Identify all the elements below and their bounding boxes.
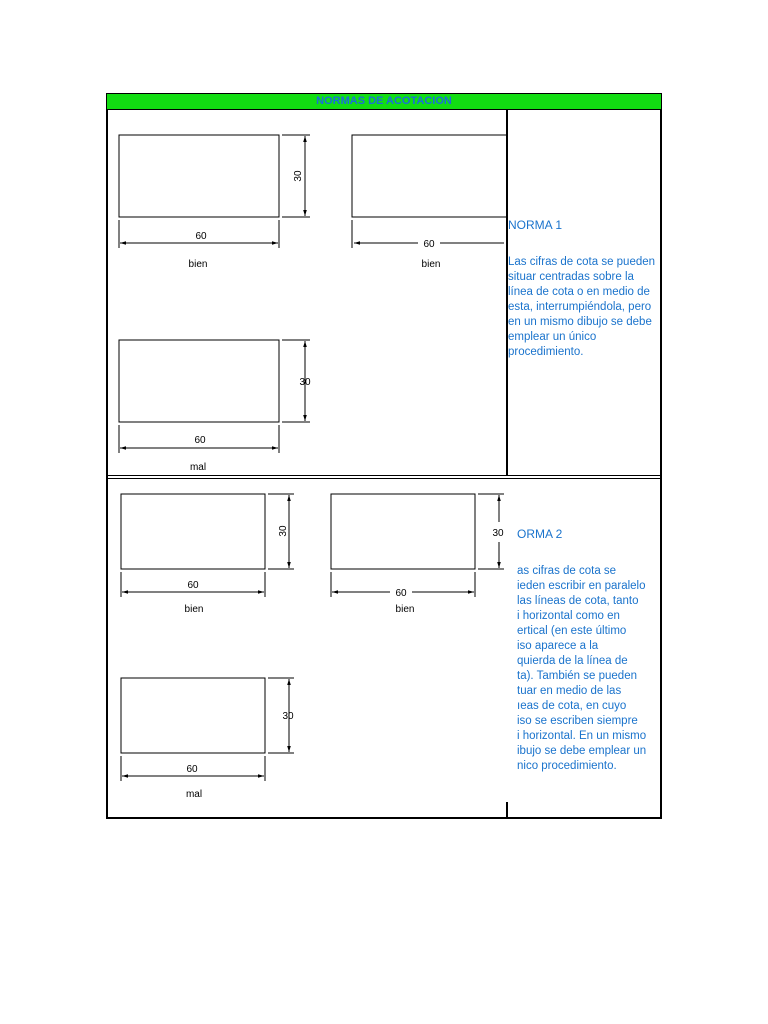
- caption-mal: mal: [189, 462, 207, 473]
- width-label: 60: [187, 580, 199, 591]
- norma-2-line: tuar en medio de las: [517, 685, 622, 697]
- width-label: 60: [395, 588, 407, 599]
- norma-2-drawing-good-a: [121, 494, 294, 597]
- norma-2-line: as cifras de cota se: [517, 565, 617, 577]
- norma-1-drawing-good-b: [352, 135, 506, 248]
- norma-1-text: Las cifras de cota se pueden situar centradas sobre la línea de cota o en medio de esta, interrumpiéndola, pero en un mismo dibujo se debe emplear un único procedimiento.: [508, 256, 656, 358]
- caption-bien: bien: [188, 259, 208, 270]
- document-title: NORMAS DE ACOTACION: [106, 93, 662, 110]
- height-label: 30: [492, 528, 504, 539]
- height-label: 30: [278, 525, 289, 537]
- norma-2-line: ieden escribir en paralelo: [517, 580, 646, 592]
- height-label: 30: [299, 377, 311, 388]
- norma-1-drawing-bad: [119, 340, 310, 453]
- part-rectangle: [119, 135, 279, 217]
- norma-2-line: las líneas de cota, tanto: [517, 595, 639, 607]
- caption-bien: bien: [395, 604, 415, 615]
- norma-2-line: i horizontal como en: [517, 610, 620, 622]
- part-rectangle: [119, 340, 279, 422]
- norma-2-line: ibujo se debe emplear un: [517, 745, 647, 757]
- caption-bien: bien: [421, 259, 441, 270]
- norma-2-title: ORMA 2: [517, 527, 563, 541]
- norma-2-line: quierda de la línea de: [517, 655, 628, 667]
- part-rectangle: [352, 135, 506, 217]
- norma-2-line: iso se escriben siempre: [517, 715, 638, 727]
- part-rectangle: [331, 494, 475, 569]
- norma-2-line: ta). También se pueden: [517, 670, 637, 682]
- norma-1-drawing-good-a: [119, 135, 310, 248]
- height-label: 30: [293, 170, 304, 182]
- norma-2-drawing-good-b: [331, 494, 504, 597]
- width-label: 60: [194, 435, 206, 446]
- norma-2-line: i horizontal. En un mismo: [517, 730, 647, 742]
- width-label: 60: [423, 239, 435, 250]
- norma-2-line: ıeas de cota, en cuyo: [517, 700, 627, 712]
- norma-2-line: ertical (en este último: [517, 625, 627, 637]
- part-rectangle: [121, 678, 265, 753]
- caption-mal: mal: [185, 789, 203, 800]
- part-rectangle: [121, 494, 265, 569]
- width-label: 60: [186, 764, 198, 775]
- norma-2-drawing-bad: [121, 678, 294, 781]
- norma-1-title: NORMA 1: [508, 218, 563, 232]
- norma-2-line: iso aparece a la: [517, 640, 599, 652]
- caption-bien: bien: [184, 604, 204, 615]
- width-label: 60: [195, 231, 207, 242]
- height-label: 30: [282, 711, 294, 722]
- norma-2-line: nico procedimiento.: [517, 760, 617, 772]
